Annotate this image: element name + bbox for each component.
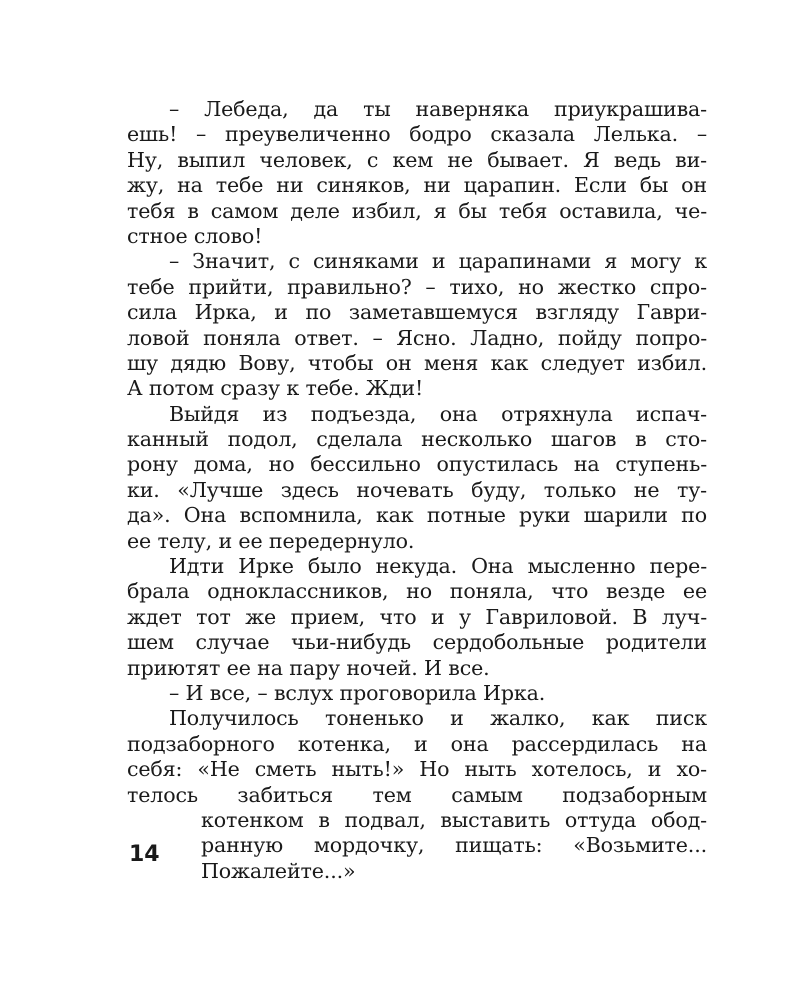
text-line: ранную мордочку, пищать: «Возьмите... bbox=[201, 833, 707, 858]
text-line: ешь! – преувеличенно бодро сказала Лелька. – bbox=[127, 122, 707, 147]
text-line: ки. «Лучше здесь ночевать буду, только не ту- bbox=[127, 477, 707, 502]
text-line: рону дома, но бессильно опустилась на ступень- bbox=[127, 452, 707, 477]
text-line: себя: «Не сметь ныть!» Но ныть хотелось, и хо- bbox=[127, 757, 707, 782]
text-line: – Значит, с синяками и царапинами я могу к bbox=[169, 249, 707, 274]
text-line: брала одноклассников, но поняла, что везде ее bbox=[127, 579, 707, 604]
text-line: ждет тот же прием, что и у Гавриловой. В луч- bbox=[127, 604, 707, 629]
text-line: шем случае чьи-нибудь сердобольные родители bbox=[127, 630, 707, 655]
text-line: ее телу, и ее передернуло. bbox=[127, 528, 415, 553]
text-line: тебя в самом деле избил, я бы тебя оставила, че- bbox=[127, 198, 707, 223]
text-line: подзаборного котенка, и она рассердилась на bbox=[127, 731, 707, 756]
text-line: – И все, – вслух проговорила Ирка. bbox=[169, 680, 546, 705]
text-line: телось забиться тем самым подзаборным bbox=[127, 782, 707, 807]
text-line: сила Ирка, и по заметавшемуся взгляду Гаври- bbox=[127, 300, 707, 325]
text-line: Пожалейте...» bbox=[201, 858, 356, 883]
text-line: тебе прийти, правильно? – тихо, но жестко спро- bbox=[127, 274, 707, 299]
text-line: Идти Ирке было некуда. Она мысленно пере- bbox=[169, 554, 707, 579]
text-line: Ну, выпил человек, с кем не бывает. Я ведь ви- bbox=[127, 147, 707, 172]
text-line: жу, на тебе ни синяков, ни царапин. Если бы он bbox=[127, 173, 707, 198]
text-line: да». Она вспомнила, как потные руки шарили по bbox=[127, 503, 707, 528]
text-line: А потом сразу к тебе. Жди! bbox=[127, 376, 424, 401]
text-line: Выйдя из подъезда, она отряхнула испач- bbox=[169, 401, 707, 426]
text-line: котенком в подвал, выставить оттуда обод- bbox=[201, 807, 707, 832]
text-line: – Лебеда, да ты наверняка приукрашива- bbox=[169, 97, 707, 121]
page-number: 14 bbox=[129, 842, 160, 867]
text-line: Получилось тоненько и жалко, как писк bbox=[169, 706, 707, 731]
body-text bbox=[127, 97, 707, 884]
text-line: ловой поняла ответ. – Ясно. Ладно, пойду попро- bbox=[127, 325, 707, 350]
text-line: стное слово! bbox=[127, 223, 263, 248]
text-line: канный подол, сделала несколько шагов в сто- bbox=[127, 427, 707, 452]
text-line: шу дядю Вову, чтобы он меня как следует избил. bbox=[127, 350, 707, 375]
text-line: приютят ее на пару ночей. И все. bbox=[127, 655, 490, 680]
